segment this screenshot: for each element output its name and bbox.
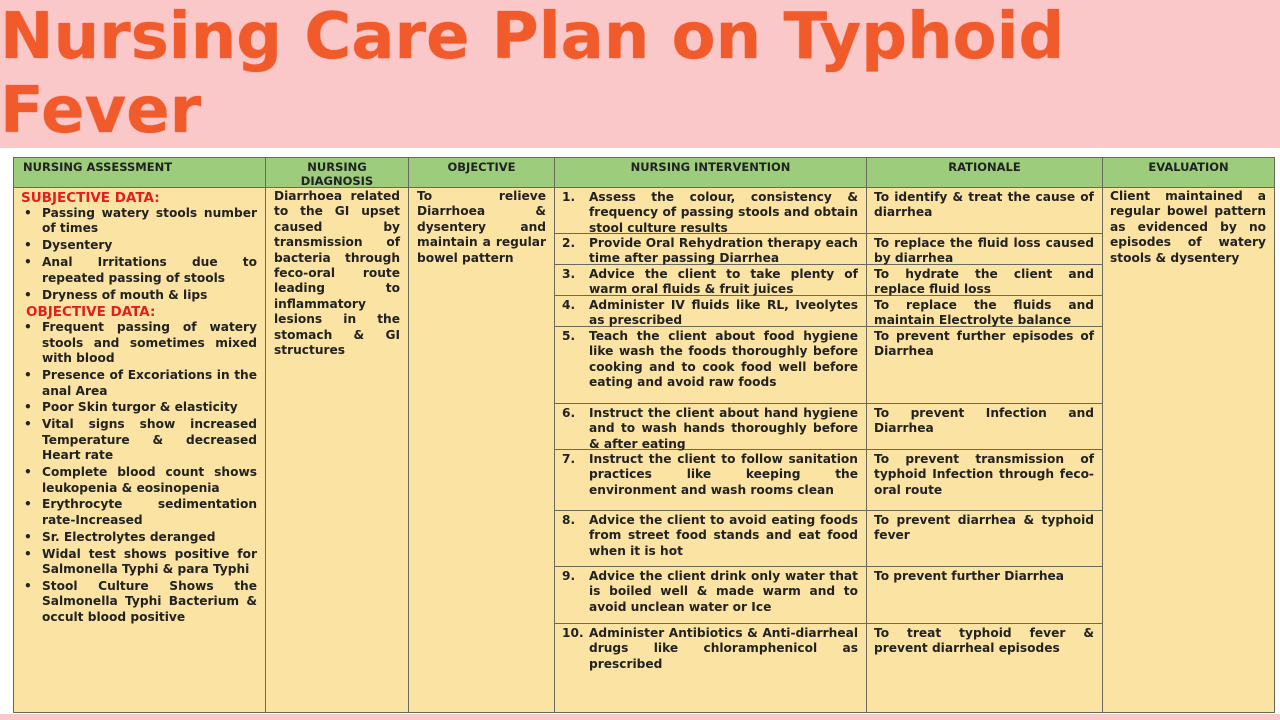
intervention-row [555, 624, 866, 713]
rationale-row [867, 234, 1102, 265]
intervention-text: Administer Antibiotics & Anti-diarrheal drugs like chloramphenicol as prescribed [589, 626, 858, 671]
page-title: Nursing Care Plan on Typhoid Fever [0, 0, 1065, 148]
subjective-data-label: SUBJECTIVE DATA: [21, 190, 160, 206]
rationale-text: To replace the fluid loss caused by diarrhea [874, 236, 1094, 266]
objective-data-item: • Stool Culture Shows the Salmonella Typhi Bacterium & occult blood positive [14, 579, 265, 625]
intervention-number: 4. [562, 298, 576, 312]
rationale-row [867, 265, 1102, 296]
intervention-number: 1. [562, 190, 576, 204]
bottom-strip [0, 714, 1280, 720]
assessment-column [14, 188, 266, 712]
intervention-number: 5. [562, 329, 576, 343]
rationale-text: To prevent Infection and Diarrhea [874, 406, 1094, 436]
rationale-text: To identify & treat the cause of diarrhea [874, 190, 1094, 220]
subjective-list [14, 206, 265, 303]
intervention-row [555, 265, 866, 296]
intervention-text: Advice the client to take plenty of warm oral fluids & fruit juices [589, 267, 858, 297]
objective-data-item: • Complete blood count shows leukopenia & eosinopenia [14, 465, 265, 496]
intervention-text: Provide Oral Rehydration therapy each time after passing Diarrhea [589, 236, 858, 266]
rationale-row [867, 567, 1102, 624]
rationale-row [867, 450, 1102, 511]
intervention-number: 2. [562, 236, 576, 250]
intervention-number: 7. [562, 452, 576, 466]
intervention-text: Advice the client to avoid eating foods from street food stands and eat food when it is hot [589, 513, 858, 558]
rationale-row [867, 404, 1102, 450]
header-objective: OBJECTIVE [409, 158, 555, 188]
intervention-number: 8. [562, 513, 576, 527]
subjective-data-item: • Passing watery stools number of times [14, 206, 265, 237]
intervention-text: Advice the client drink only water that is boiled well & made warm and to avoid unclean water or Ice [589, 569, 858, 614]
objective-data-item: • Vital signs show increased Temperature & decreased Heart rate [14, 417, 265, 463]
intervention-row [555, 234, 866, 265]
objective-data-item: • Frequent passing of watery stools and sometimes mixed with blood [14, 320, 265, 366]
rationale-row [867, 327, 1102, 404]
intervention-number: 6. [562, 406, 576, 420]
rationale-text: To replace the fluids and maintain Electrolyte balance [874, 298, 1094, 328]
evaluation-column [1103, 188, 1274, 712]
intervention-column [555, 188, 867, 712]
rationale-text: To prevent further Diarrhea [874, 569, 1064, 583]
intervention-text: Instruct the client to follow sanitation practices like keeping the environment and wash rooms clean [589, 452, 858, 497]
objective-data-item: • Widal test shows positive for Salmonella Typhi & para Typhi [14, 547, 265, 578]
intervention-text: Administer IV fluids like RL, Iveolytes as prescribed [589, 298, 858, 328]
objective-data-item: • Poor Skin turgor & elasticity [14, 400, 265, 415]
objective-data-item: • Erythrocyte sedimentation rate-Increased [14, 497, 265, 528]
intervention-row [555, 450, 866, 511]
intervention-row [555, 404, 866, 450]
rationale-row [867, 188, 1102, 234]
rationale-column [867, 188, 1103, 712]
objective-data-item: • Presence of Excoriations in the anal Area [14, 368, 265, 399]
intervention-text: Assess the colour, consistency & frequency of passing stools and obtain stool culture results [589, 190, 858, 235]
objective-data-label: OBJECTIVE DATA: [26, 304, 156, 321]
rationale-text: To prevent further episodes of Diarrhea [874, 329, 1094, 359]
intervention-row [555, 567, 866, 624]
intervention-number: 9. [562, 569, 576, 583]
intervention-row [555, 511, 866, 567]
rationale-text: To prevent diarrhea & typhoid fever [874, 513, 1094, 543]
subjective-data-item: • Dryness of mouth & lips [14, 288, 265, 303]
intervention-row [555, 296, 866, 327]
diagnosis-column [266, 188, 409, 712]
intervention-row [555, 188, 866, 234]
intervention-number: 3. [562, 267, 576, 281]
intervention-text: Teach the client about food hygiene like wash the foods thoroughly before cooking and to cook food well before eating and avoid raw foods [589, 329, 858, 390]
rationale-row [867, 511, 1102, 567]
header-diagnosis: NURSING DIAGNOSIS [266, 158, 409, 188]
intervention-text: Instruct the client about hand hygiene and to wash hands thoroughly before & after eating [589, 406, 858, 451]
intervention-row [555, 327, 866, 404]
objective-list [14, 320, 265, 625]
subjective-data-item: • Dysentery [14, 238, 265, 253]
objective-column [409, 188, 555, 712]
header-rationale: RATIONALE [867, 158, 1103, 188]
subjective-data-item: • Anal Irritations due to repeated passing of stools [14, 255, 265, 286]
rationale-row [867, 296, 1102, 327]
care-plan-sheet [0, 148, 1280, 714]
evaluation-text: Client maintained a regular bowel pattern as evidenced by no episodes of watery stools & dysentery [1110, 189, 1266, 265]
rationale-row [867, 624, 1102, 713]
header-intervention: NURSING INTERVENTION [555, 158, 867, 188]
header-assessment: NURSING ASSESSMENT [14, 158, 266, 188]
rationale-text: To treat typhoid fever & prevent diarrheal episodes [874, 626, 1094, 656]
intervention-number: 10. [562, 626, 584, 640]
objective-data-item: • Sr. Electrolytes deranged [14, 530, 265, 545]
care-plan-table [13, 157, 1275, 713]
objective-text: To relieve Diarrhoea & dysentery and maintain a regular bowel pattern [417, 189, 546, 265]
diagnosis-text: Diarrhoea related to the GI upset caused by transmission of bacteria through feco-oral route leading to inflammatory lesions in the stomach & GI structures [274, 189, 400, 358]
header-evaluation: EVALUATION [1103, 158, 1274, 188]
rationale-text: To prevent transmission of typhoid Infection through feco-oral route [874, 452, 1094, 497]
rationale-text: To hydrate the client and replace fluid loss [874, 267, 1094, 297]
